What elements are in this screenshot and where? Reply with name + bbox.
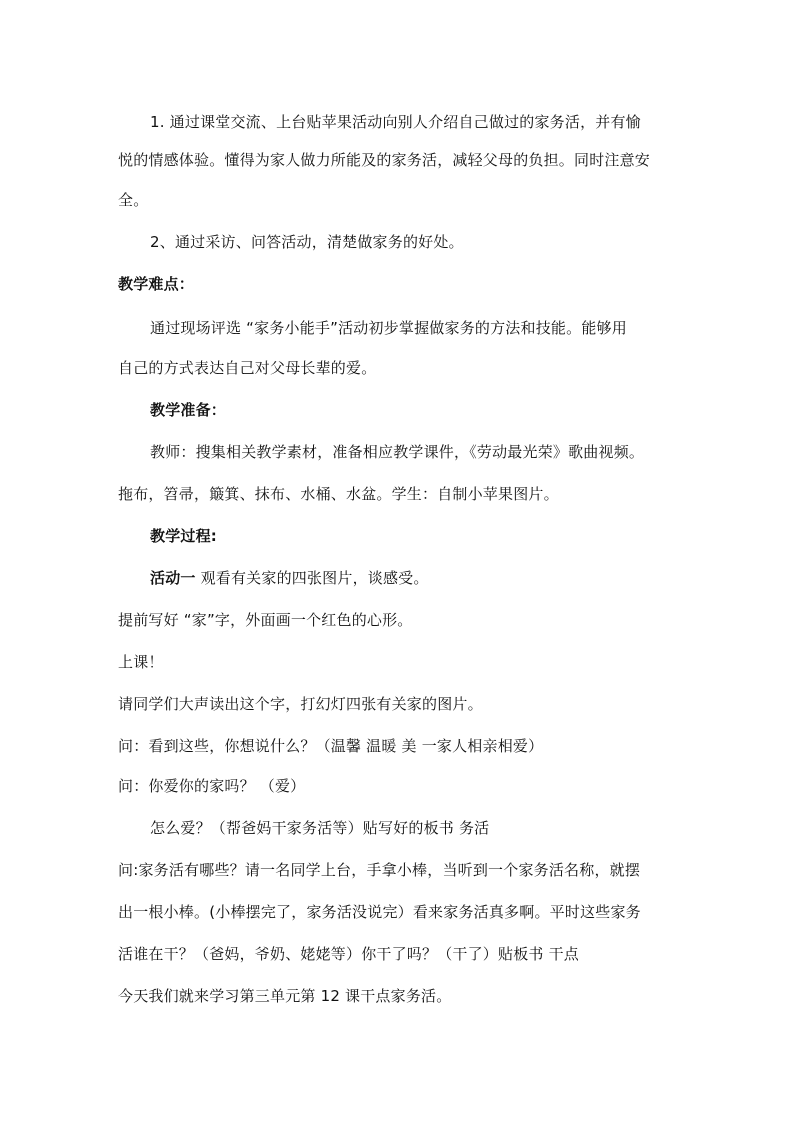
paragraph-3: 请同学们大声读出这个字，打幻灯四张有关家的图片。	[118, 695, 483, 713]
difficulty-line-2: 自己的方式表达自己对父母长辈的爱。	[118, 359, 377, 377]
activity-one	[150, 568, 429, 588]
paragraph-2: 上课！	[118, 653, 164, 671]
process-heading: 教学过程:	[150, 527, 217, 545]
difficulty-line-1: 通过现场评选 “家务小能手”活动初步掌握做家务的方法和技能。能够用	[150, 319, 627, 337]
paragraph-7-line-3: 活谁在干？（爸妈，爷奶、姥姥等）你干了吗？（干了）贴板书 干点	[118, 945, 579, 963]
paragraph-7-line-1: 问:家务活有哪些？请一名同学上台，手拿小棒，当听到一个家务活名称，就摆	[118, 861, 641, 879]
difficulty-heading: 教学难点：	[118, 275, 195, 293]
activity-text: 观看有关家的四张图片，谈感受。	[195, 569, 429, 587]
preparation-line-1: 教师：搜集相关教学素材，准备相应教学课件，《劳动最光荣》歌曲视频。	[150, 443, 645, 461]
preparation-heading: 教学准备：	[150, 401, 227, 419]
paragraph-8: 今天我们就来学习第三单元第 12 课干点家务活。	[118, 987, 452, 1005]
paragraph-4: 问：看到这些，你想说什么？（温馨 温暖 美 一家人相亲相爱）	[118, 737, 544, 755]
paragraph-5: 问：你爱你的家吗？ （爱）	[118, 777, 306, 795]
objective-1-line-3: 全。	[118, 191, 149, 209]
paragraph-1: 提前写好 “家”字，外面画一个红色的心形。	[118, 611, 413, 629]
preparation-line-2: 拖布，笤帚，簸箕、抹布、水桶、水盆。学生：自制小苹果图片。	[118, 485, 559, 503]
objective-2: 2、通过采访、问答活动，清楚做家务的好处。	[150, 233, 464, 251]
objective-1-line-2: 悦的情感体验。懂得为家人做力所能及的家务活，减轻父母的负担。同时注意安	[118, 151, 651, 169]
activity-label: 活动一	[150, 569, 196, 587]
paragraph-7-line-2: 出一根小棒。(小棒摆完了，家务活没说完）看来家务活真多啊。平时这些家务	[118, 903, 641, 921]
paragraph-6: 怎么爱？（帮爸妈干家务活等）贴写好的板书 务活	[150, 819, 490, 837]
objective-1-line-1: 1. 通过课堂交流、上台贴苹果活动向别人介绍自己做过的家务活，并有愉	[150, 113, 641, 131]
